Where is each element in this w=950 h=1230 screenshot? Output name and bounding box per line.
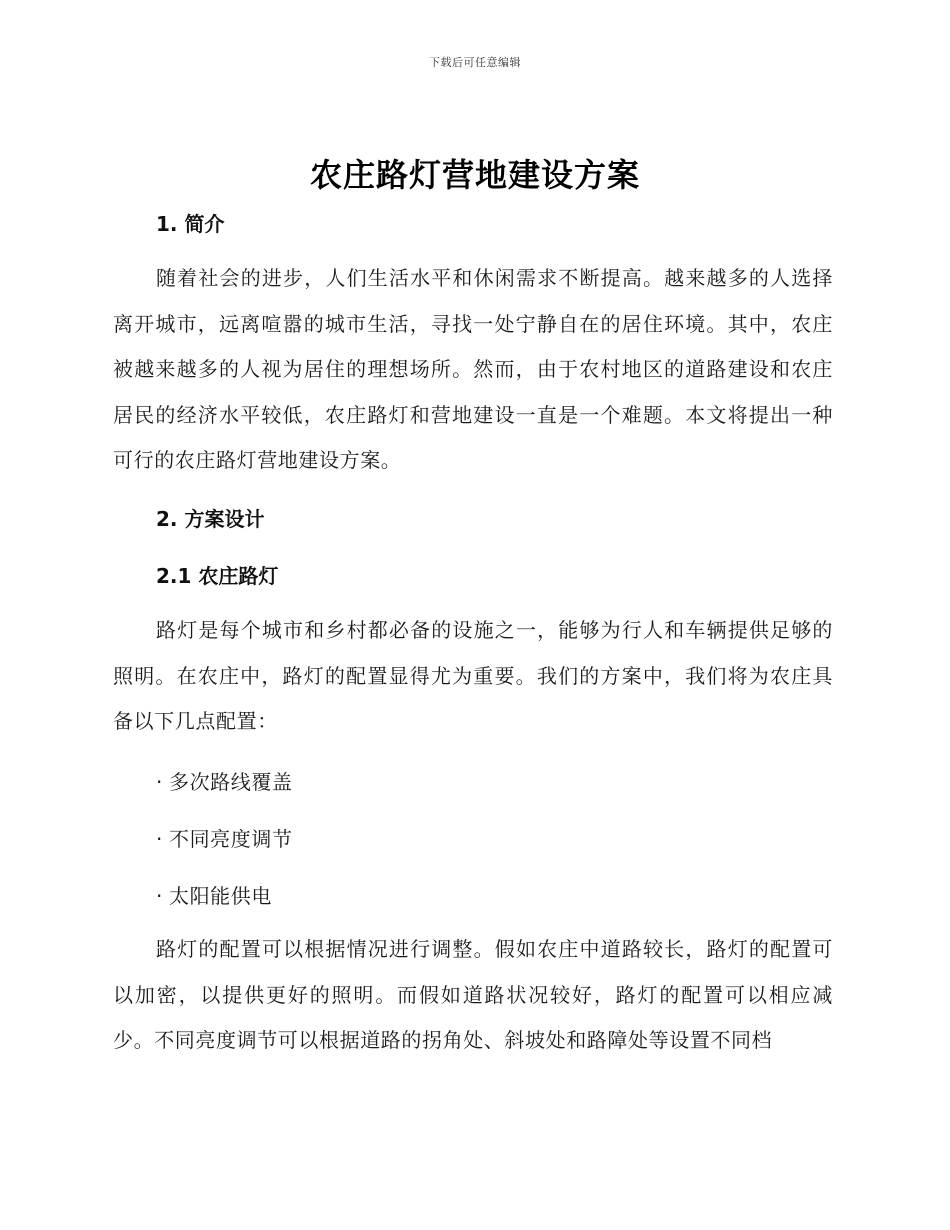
intro-paragraph: 随着社会的进步，人们生活水平和休闲需求不断提高。越来越多的人选择离开城市，远离喧嚣的城市生活，寻找一处宁静自在的居住环境。其中，农庄被越来越多的人视为居住的理想场所。然而，由于农村地区的道路建设和农庄居民的经济水平较低，农庄路灯和营地建设一直是一个难题。本文将提出一种可行的农庄路灯营地建设方案。	[113, 266, 833, 472]
list-item-text: 太阳能供电	[168, 884, 272, 908]
config-paragraph: 路灯的配置可以根据情况进行调整。假如农庄中道路较长，路灯的配置可以加密，以提供更好的照明。而假如道路状况较好，路灯的配置可以相应减少。不同亮度调节可以根据道路的拐角处、斜坡处和路障处等设置不同档	[113, 937, 833, 1052]
list-item-text: 不同亮度调节	[168, 827, 293, 851]
list-item	[156, 766, 293, 795]
bullet-marker: ·	[156, 884, 163, 908]
bullet-marker: ·	[156, 770, 163, 794]
bullet-marker: ·	[156, 827, 163, 851]
list-item-text: 多次路线覆盖	[168, 770, 293, 794]
lights-paragraph: 路灯是每个城市和乡村都必备的设施之一，能够为行人和车辆提供足够的照明。在农庄中，路灯的配置显得尤为重要。我们的方案中，我们将为农庄具备以下几点配置：	[113, 618, 833, 733]
subsection-heading-lights: 2.1 农庄路灯	[156, 564, 279, 588]
page-header-note: 下载后可任意编辑	[429, 56, 521, 69]
section-heading-design: 2. 方案设计	[156, 507, 265, 531]
section-heading-intro: 1. 简介	[156, 212, 225, 236]
document-title: 农庄路灯营地建设方案	[309, 156, 640, 194]
list-item	[156, 823, 293, 852]
list-item	[156, 880, 272, 909]
